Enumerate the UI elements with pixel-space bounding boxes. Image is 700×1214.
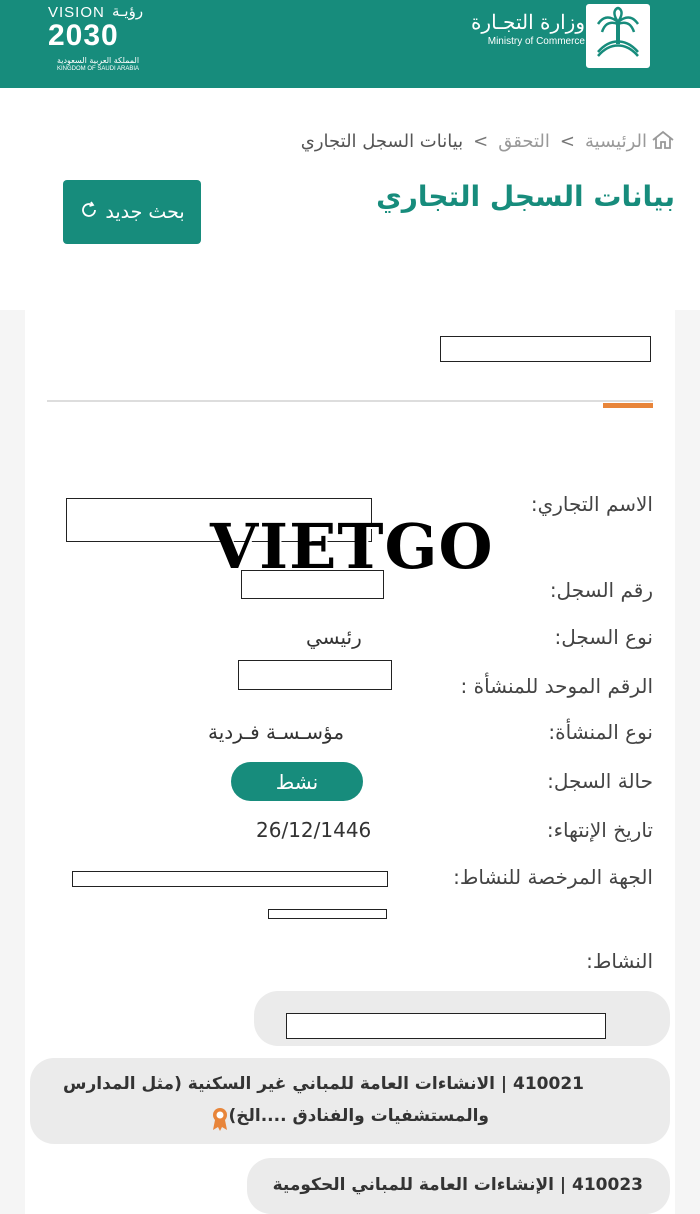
breadcrumb-current: بيانات السجل التجاري [300, 131, 464, 152]
new-search-label: بحث جديد [105, 201, 185, 223]
record-card [25, 310, 675, 1214]
trade-name-label: الاسم التجاري: [530, 492, 653, 516]
entity-type-value: مؤسـسـة فـردية [208, 720, 345, 744]
redacted-activity [286, 1013, 606, 1039]
breadcrumb [301, 130, 675, 152]
activity-line1: 410021 | الانشاءات العامة للمباني غير السكنية (مثل المدارس [63, 1074, 584, 1094]
page-title: بيانات السجل التجاري [376, 180, 675, 213]
record-number-label: رقم السجل: [549, 578, 653, 602]
activity-item [247, 1158, 670, 1214]
expiry-date-value: 26/12/1446 [256, 818, 372, 842]
activity-label: النشاط: [586, 949, 653, 973]
refresh-icon [79, 200, 99, 225]
record-status-label: حالة السجل: [547, 769, 653, 793]
page-header [0, 88, 700, 310]
breadcrumb-separator: > [473, 131, 489, 152]
status-badge: نشط [231, 762, 363, 801]
record-type-value: رئيسي [306, 625, 362, 649]
tab-indicator [603, 403, 653, 408]
redacted-box [440, 336, 651, 362]
divider [47, 400, 653, 402]
expiry-date-label: تاريخ الإنتهاء: [546, 818, 653, 842]
redacted-unified-number [238, 660, 392, 690]
ministry-en: Ministry of Commerce [487, 36, 585, 47]
vision-2030-logo [48, 4, 148, 74]
ministry-ar: وزارة التجـارة [470, 10, 585, 34]
unified-number-label: الرقم الموحد للمنشأة : [460, 674, 653, 698]
new-search-button[interactable] [63, 180, 201, 244]
breadcrumb-separator: > [559, 131, 575, 152]
kingdom-ar: المملكة العربية السعودية [56, 56, 140, 65]
vision-year: 2030 [48, 19, 119, 52]
site-header [0, 0, 700, 88]
redacted-authority-line2 [268, 909, 387, 919]
home-icon[interactable] [651, 130, 675, 150]
watermark: VIETGO [210, 510, 494, 583]
licensing-authority-label: الجهة المرخصة للنشاط: [453, 865, 653, 889]
redacted-authority-line1 [72, 871, 388, 887]
activity-item [30, 1058, 670, 1144]
vision-ar-text: رؤيـة [112, 2, 144, 20]
breadcrumb-home[interactable]: الرئيسية [585, 131, 647, 152]
activity-line2: والمستشفيات والفنادق ....الخ) [228, 1106, 489, 1126]
award-badge-icon [210, 1106, 230, 1132]
ministry-logo-text [455, 10, 585, 60]
activity-text: 410023 | الإنشاءات العامة للمباني الحكومية [272, 1175, 643, 1195]
entity-type-label: نوع المنشأة: [548, 720, 653, 744]
vision-text: VISION [48, 4, 105, 21]
record-type-label: نوع السجل: [554, 625, 653, 649]
saudi-emblem-icon [586, 4, 650, 68]
breadcrumb-verify[interactable]: التحقق [498, 131, 550, 152]
kingdom-en: KINGDOM OF SAUDI ARABIA [56, 66, 139, 72]
